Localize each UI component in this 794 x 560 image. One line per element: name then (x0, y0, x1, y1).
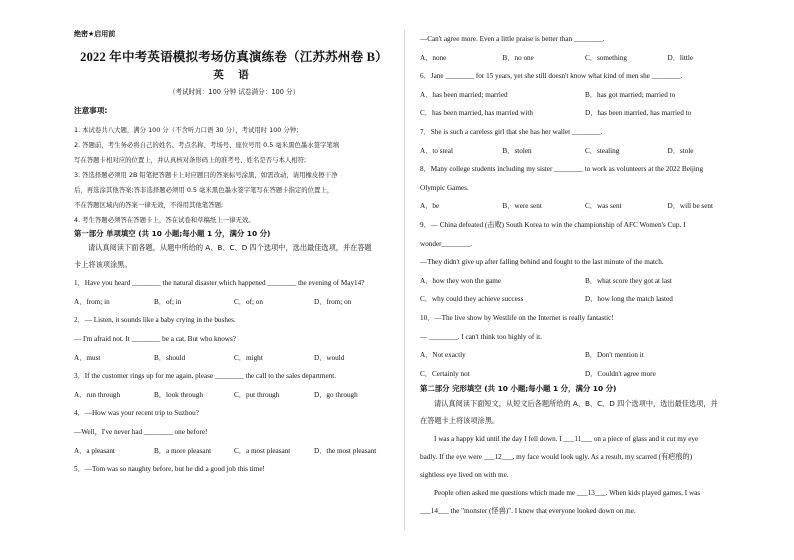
option: A．be (420, 202, 440, 211)
option: B．should (154, 353, 186, 362)
question-1: 1．Have you heard ________ the natural disaster which happened ________ the evening of May14? (74, 279, 365, 288)
option: D．has been married, has married to (585, 109, 692, 118)
option: D．how long the match lasted (585, 295, 673, 304)
question-9-line3: —They didn't give up after falling behind and fought to the last minute of the match. (420, 258, 664, 267)
note-line: 2. 答题前，考生务必将自己的姓名、考点名称、考场号、座位号用 0.5 毫米黑色墨水签字笔填 (74, 140, 340, 149)
option: D．will be sent (667, 202, 714, 211)
question-4: 4．—How was your recent trip to Suzhou? (74, 409, 199, 418)
note-line: 写在答题卡相对应的位置上，并认真核对条形码上的准考号、姓名是否与本人相符; (74, 155, 307, 164)
question-8: 8．Many college students including my sister ________ to work as volunteers at the 2022 Beijing (420, 165, 704, 174)
confidential-label: 绝密★启用前 (74, 30, 116, 38)
left-column (74, 30, 394, 479)
exam-title: 2022 年中考英语模拟考场仿真演练卷（江苏苏州卷 B） (80, 50, 388, 65)
question-3: 3．If the customer rings up for me again, please ________ the call to the sales department. (74, 372, 337, 381)
column-divider (404, 30, 405, 530)
option: B．look through (154, 390, 203, 399)
option: A．from; in (74, 297, 110, 306)
question-4-options (74, 442, 394, 461)
part1-instruction: 卡上将该项涂黑。 (74, 260, 132, 270)
option: B．of; in (154, 297, 182, 306)
question-10-options (420, 346, 750, 365)
option: A．to steal (420, 146, 453, 155)
option: C．something (585, 53, 627, 62)
question-2-options (74, 349, 394, 368)
question-3-options (74, 386, 394, 405)
subject-title: 英 语 (213, 70, 255, 82)
option: B．stolen (502, 146, 532, 155)
question-9-line2: wonder________. (420, 239, 473, 248)
option: B．has got married; married to (585, 90, 676, 99)
option: B．were sent (502, 202, 542, 211)
option: D．from; on (314, 297, 352, 306)
question-2: 2．— Listen, it sounds like a baby crying in the bushes. (74, 316, 236, 325)
option: D．would (314, 353, 345, 362)
notes-title: 注意事项: (74, 106, 108, 116)
question-1-options (74, 293, 394, 312)
note-line: 1. 本试卷共八大题，满分 100 分（不含听力口语 30 分），考试用时 100 分钟; (74, 125, 299, 134)
question-8-line2: Olympic Games. (420, 183, 469, 192)
option: A．must (74, 353, 101, 362)
option: C．why could they achieve success (420, 295, 524, 304)
option: A．how they won the game (420, 276, 502, 285)
passage-line: sightless eye lived on with me. (420, 470, 509, 479)
part2-instruction: 在答题卡上将该项涂黑。 (420, 415, 500, 425)
question-6: 6．Jane ________ for 15 years, yet she still doesn't know what kind of men she ________. (420, 72, 683, 81)
option: C．a most pleasant (234, 446, 291, 455)
option: B．a more pleasant (154, 446, 212, 455)
option: C．was sent (585, 202, 622, 211)
passage-line: ___14___ the "monster (怪兽)". I knew that everyone looked down on me. (420, 506, 636, 515)
question-10-line2: — ________. I can't think too highly of it. (420, 332, 542, 341)
note-line: 3. 答选择题必须用 2B 铅笔把答题卡上对应题目的答案标号涂黑，如需改动，请用橡皮擦干净 (74, 170, 338, 179)
question-10: 10．—The live show by Westlife on the Internet is really fantastic! (420, 313, 614, 322)
option: D．go through (314, 390, 358, 399)
option: A．has been married; married (420, 90, 508, 99)
question-5-line2: —Can't agree more. Even a little praise is better than ________. (420, 35, 605, 43)
question-7-options (420, 142, 750, 161)
part2-instruction: 请认真阅读下面短文，从短文后各题所给的 A、B、C、D 四个选项中，选出最佳选项，并 (434, 398, 718, 408)
part1-instruction: 请认真阅读下面各题，从题中所给的 A、B、C、D 四个选项中，选出最佳选项，并在答题 (88, 243, 372, 253)
note-line: 4. 考生答题必须答在答题卡上，答在试卷和草稿纸上一律无效。 (74, 215, 255, 224)
part1-title: 第一部分 单项填空 (共 10 小题;每小题 1 分，满分 10 分) (74, 228, 271, 238)
option: A．none (420, 53, 447, 62)
question-8-options (420, 197, 750, 216)
option: B．what score they got at last (585, 276, 672, 285)
question-9: 9．— China defeated (击败) South Korea to win the championship of AFC Women's Cup. I (420, 220, 686, 229)
option: D．stole (667, 146, 694, 155)
question-4-line2: —Well，I've never had ________ one before! (74, 428, 208, 437)
note-line: 不在答题区域内的答案一律无效，不得用其他笔答题; (74, 200, 224, 209)
part2-title: 第二部分 完形填空 (共 10 小题;每小题 1 分，满分 10 分) (420, 384, 617, 394)
option: B．Don't mention it (585, 351, 644, 360)
right-column (420, 30, 750, 520)
option: A．run through (74, 390, 121, 399)
option: C．Certainly not (420, 369, 470, 378)
option: C．of; on (234, 297, 263, 306)
note-line: 后，再选涂其他答案;答非选择题必须用 0.5 毫米黑色墨水签字笔写在答题卡指定的位置上， (74, 185, 334, 194)
question-6-options (420, 86, 750, 105)
option: C．has been married, has married with (420, 109, 533, 118)
option: C．might (234, 353, 263, 362)
option: C．stealing (585, 146, 620, 155)
passage-line: I was a happy kid until the day I fell down. I ___11___ on a piece of glass and it cut my eye (434, 434, 699, 443)
option: B．no one (502, 53, 534, 62)
option: D．little (667, 53, 694, 62)
option: D．the most pleasant (314, 446, 377, 455)
passage-line: People often asked me questions which made me ___13___. When kids played games, I was (434, 488, 701, 497)
question-9-options-row2 (420, 290, 750, 309)
exam-info: （考试时间：100 分钟 试卷满分：100 分） (168, 88, 300, 97)
question-6-options-row2 (420, 104, 750, 123)
option: A．a pleasant (74, 446, 115, 455)
passage-line: badly. If the eye were ___12___, my face would look ugly. As a result, my scarred (有疤痕的) (420, 452, 693, 461)
question-5-options (420, 49, 750, 68)
question-9-options (420, 272, 750, 291)
question-7: 7．She is such a careless girl that she has her wallet ________. (420, 127, 603, 136)
option: D．Couldn't agree more (585, 369, 656, 378)
question-10-options-row2 (420, 365, 750, 384)
option: C．put through (234, 390, 280, 399)
option: A．Not exactly (420, 351, 466, 360)
question-2-line2: — I'm afraid not. It ________ be a cat. But who knows? (74, 335, 236, 344)
question-5: 5．—Tom was so naughty before, but he did a good job this time! (74, 465, 265, 474)
